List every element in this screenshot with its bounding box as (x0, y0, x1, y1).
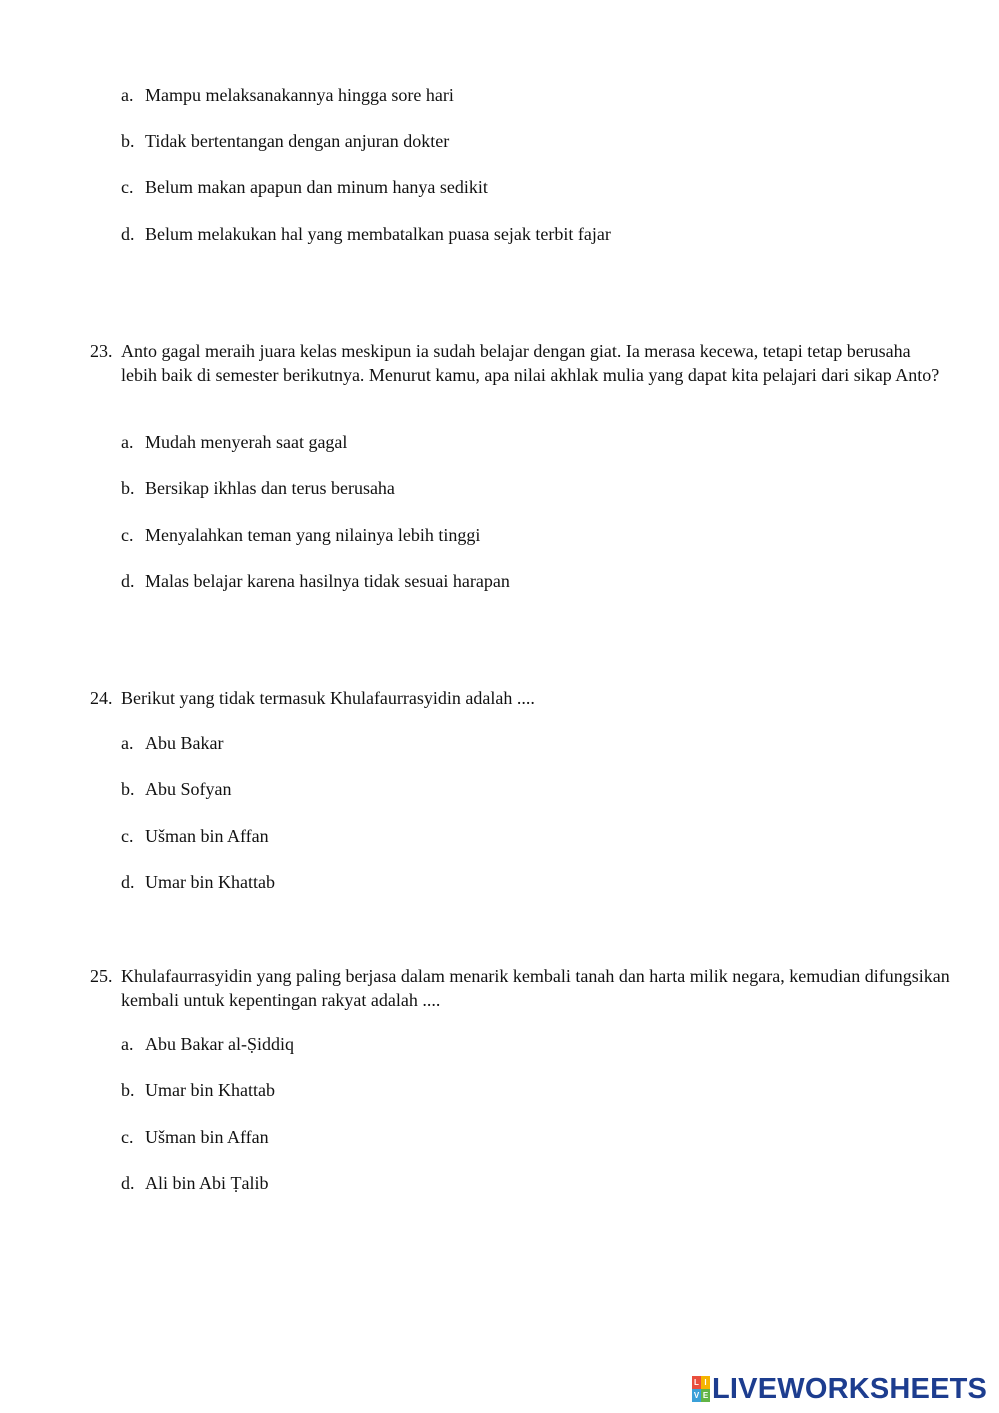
q25-option-a[interactable] (121, 1034, 294, 1055)
option-text: Ali bin Abi Ṭalib (145, 1173, 269, 1193)
liveworksheets-mark-icon (692, 1376, 710, 1402)
q22-option-d[interactable] (121, 224, 611, 245)
option-text: Umar bin Khattab (145, 1080, 275, 1100)
option-text: Umar bin Khattab (145, 872, 275, 892)
q25-option-c[interactable] (121, 1127, 269, 1148)
question-25 (90, 965, 950, 1012)
question-23 (90, 340, 950, 387)
q24-option-c[interactable] (121, 826, 269, 847)
option-letter: c. (121, 525, 134, 545)
q22-option-a[interactable] (121, 85, 454, 106)
logo-mark-v: V (693, 1391, 700, 1400)
option-text: Mudah menyerah saat gagal (145, 432, 348, 452)
option-letter: b. (121, 779, 135, 799)
option-letter: c. (121, 1127, 134, 1147)
logo-text: LIVEWORKSHEETS (712, 1372, 988, 1405)
q22-option-b[interactable] (121, 131, 449, 152)
option-text: Ušman bin Affan (145, 1127, 269, 1147)
question-number: 25. (90, 966, 113, 986)
liveworksheets-logo (692, 1373, 987, 1405)
question-number: 24. (90, 688, 113, 708)
option-text: Belum melakukan hal yang membatalkan puasa sejak terbit fajar (145, 224, 611, 244)
option-text: Malas belajar karena hasilnya tidak sesuai harapan (145, 571, 510, 591)
option-letter: c. (121, 177, 134, 197)
option-letter: b. (121, 478, 135, 498)
question-text: Berikut yang tidak termasuk Khulafaurrasyidin adalah .... (121, 688, 535, 708)
option-letter: b. (121, 131, 135, 151)
q25-option-b[interactable] (121, 1080, 275, 1101)
option-letter: a. (121, 85, 134, 105)
option-text: Abu Sofyan (145, 779, 232, 799)
question-text: Khulafaurrasyidin yang paling berjasa dalam menarik kembali tanah dan harta milik negara, kemudian difungsikan kembali untuk kepentingan rakyat adalah .... (121, 966, 950, 1010)
option-text: Abu Bakar (145, 733, 224, 753)
option-letter: c. (121, 826, 134, 846)
option-text: Abu Bakar al-Ṣiddiq (145, 1034, 294, 1054)
option-letter: d. (121, 224, 135, 244)
logo-mark-e: E (702, 1391, 709, 1400)
option-letter: d. (121, 1173, 135, 1193)
q23-option-c[interactable] (121, 525, 480, 546)
option-text: Belum makan apapun dan minum hanya sedikit (145, 177, 488, 197)
option-text: Mampu melaksanakannya hingga sore hari (145, 85, 454, 105)
option-letter: d. (121, 571, 135, 591)
q23-option-d[interactable] (121, 571, 510, 592)
q25-option-d[interactable] (121, 1173, 269, 1194)
logo-mark-i: I (701, 1376, 710, 1389)
q22-option-c[interactable] (121, 177, 488, 198)
logo-mark-l: L (692, 1376, 701, 1389)
option-text: Ušman bin Affan (145, 826, 269, 846)
q23-option-b[interactable] (121, 478, 395, 499)
option-text: Bersikap ikhlas dan terus berusaha (145, 478, 395, 498)
option-letter: b. (121, 1080, 135, 1100)
question-text: Anto gagal meraih juara kelas meskipun ia sudah belajar dengan giat. Ia merasa kecewa, tetapi tetap berusaha lebih baik di semester berikutnya. Menurut kamu, apa nilai akhlak mulia yang dapat kita pelajari dari sikap Anto? (121, 341, 940, 385)
option-letter: d. (121, 872, 135, 892)
option-text: Menyalahkan teman yang nilainya lebih tinggi (145, 525, 481, 545)
option-text: Tidak bertentangan dengan anjuran dokter (145, 131, 450, 151)
q24-option-d[interactable] (121, 872, 275, 893)
question-number: 23. (90, 341, 113, 361)
q23-option-a[interactable] (121, 432, 347, 453)
q24-option-b[interactable] (121, 779, 232, 800)
q24-option-a[interactable] (121, 733, 223, 754)
question-24 (90, 687, 950, 711)
option-letter: a. (121, 432, 134, 452)
option-letter: a. (121, 733, 134, 753)
option-letter: a. (121, 1034, 134, 1054)
